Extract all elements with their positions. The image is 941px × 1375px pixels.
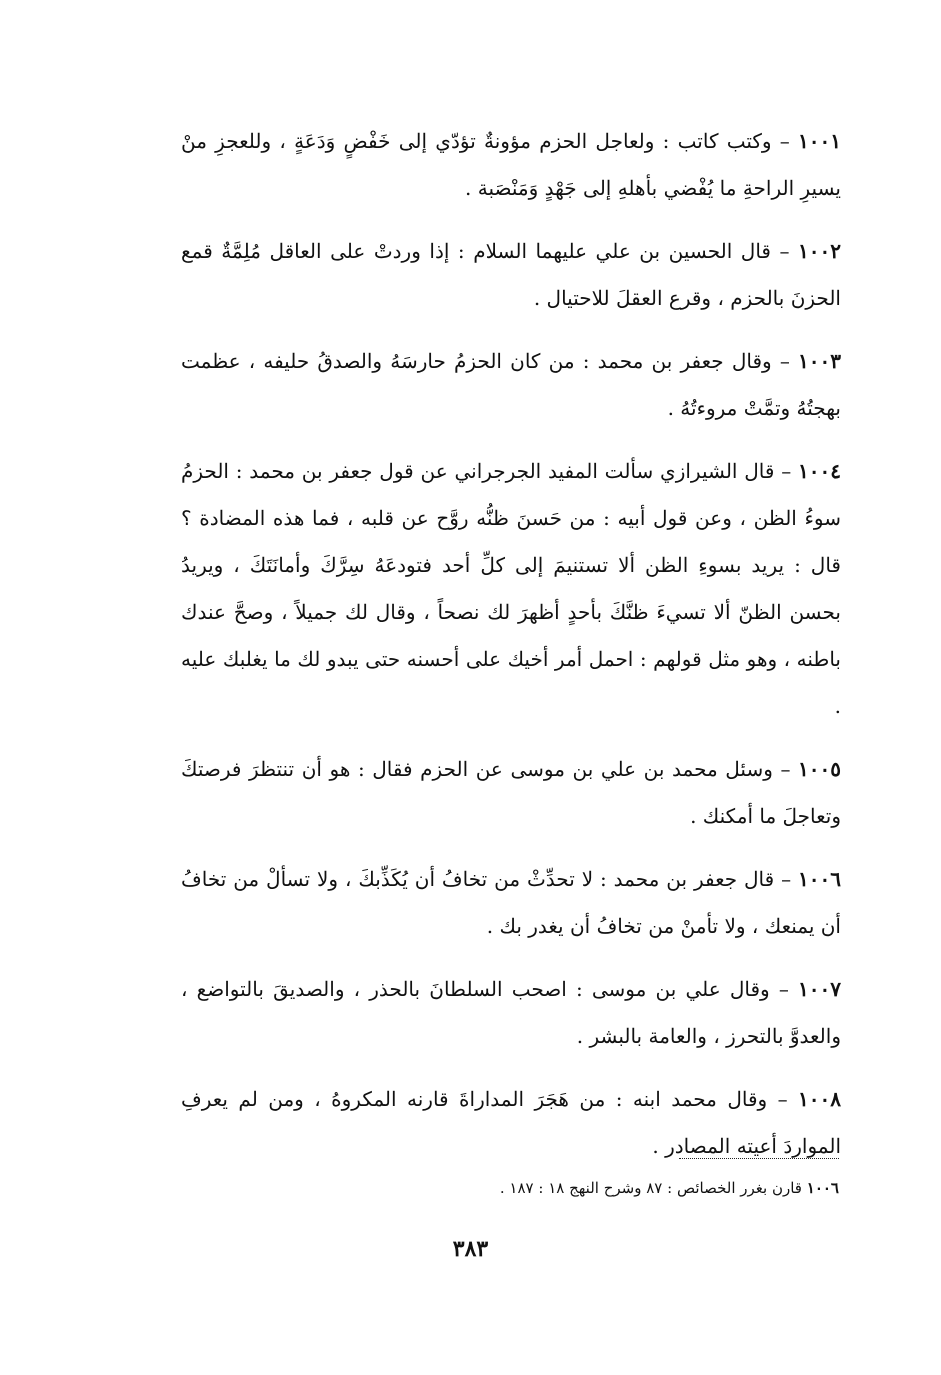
entry-text: – قال الشيرازي سألت المفيد الجرجراني عن قول جعفر بن محمد : الحزمُ سوءُ الظن ، وعن قول أبيه : من حَسنَ ظنُّه روَّح عن قلبه ، فما هذه المضادة ؟ قال : يريد بسوءِ الظن ألا تستنيمَ إلى كلِّ أحد فتودعَهُ سِرَّكَ وأمانَتَكَ ، ويريدُ بحسن الظنّ ألا تسيءَ ظنَّكَ بأحدٍ أظهرَ لك نصحاً ، وقال لك جميلاً ، وصحَّ عندك باطنه ، وهو مثل قولهم : احمل أمر أخيك على أحسنه حتى يبدو لك ما يغلبك عليه . [181,459,841,718]
entry-text: – قال الحسين بن علي عليهما السلام : إذا وردتْ على العاقل مُلِمَّةٌ قمع الحزنَ بالحزم ، وقرع العقلَ للاحتيال . [181,239,841,310]
entry-text: – قال جعفر بن محمد : لا تحدِّثْ من تخافُ أن يُكَذِّبكَ ، ولا تسألْ من تخافُ أن يمنعك ، ولا تأمنْ من تخافُ أن يغدر بك . [181,867,841,938]
entry-number: ١٠٠٦ [798,867,841,891]
entry-number: ١٠٠٤ [798,459,842,483]
entry-number: ١٠٠٥ [798,757,841,781]
footnote [500,1176,839,1200]
entry-number: ١٠٠٢ [798,239,841,263]
entry-1002 [181,228,841,322]
footnote-text: قارن بغرر الخصائص : ٨٧ وشرح النهج ١٨ : ١٨٧ . [499,1179,802,1197]
entry-number: ١٠٠١ [798,129,842,153]
entry-text: – وكتب كاتب : ولعاجل الحزم مؤونةٌ تؤدّي إلى خَفْضٍ وَدَعَةٍ ، وللعجزِ منْ يسيرِ الراحةِ ما يُفْضي بأهلهِ إلى جَهْدٍ وَمَنْصَبة . [181,129,841,200]
entry-1006 [181,856,841,950]
entry-text: – وقال محمد ابنه : من هَجَرَ المداراةَ قارنه المكروهُ ، ومن لم يعرفِ المواردَ أعيته المصادر . [181,1087,841,1158]
entry-text: – وسئل محمد بن علي بن موسى عن الحزم فقال : هو أن تنتظرَ فرصتكَ وتعاجلَ ما أمكنك . [181,757,841,828]
entry-text: – وقال جعفر بن محمد : من كان الحزمُ حارسَهُ والصدقُ حليفه ، عظمت بهجتُهُ وتمَّتْ مروءتُهُ . [181,349,841,420]
entry-1007 [181,966,841,1060]
entry-1001 [181,118,841,212]
entry-number: ١٠٠٨ [798,1087,842,1111]
entry-1003 [181,338,841,432]
entry-1004 [181,448,841,730]
main-text [181,118,841,1186]
page-number: ٣٨٣ [452,1236,489,1262]
footnote-divider [679,1158,839,1159]
entry-text: – وقال علي بن موسى : اصحب السلطانَ بالحذر ، والصديقَ بالتواضع ، والعدوَّ بالتحرز ، والعامة بالبشر . [181,977,841,1048]
entry-1008 [181,1076,841,1170]
entry-number: ١٠٠٣ [798,349,841,373]
footnote-number: ١٠٠٦ [806,1179,839,1197]
entry-number: ١٠٠٧ [798,977,841,1001]
entry-1005 [181,746,841,840]
